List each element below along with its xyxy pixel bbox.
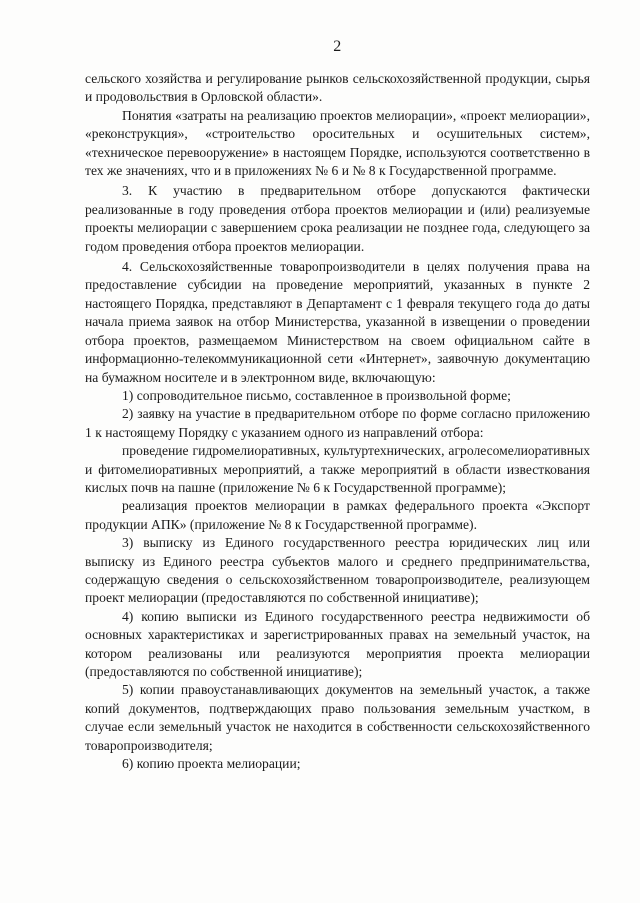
list-item-1: 1) сопроводительное письмо, составленное в произвольной форме; xyxy=(122,387,511,403)
paragraph-continuation: сельского хозяйства и регулирование рынков сельскохозяйственной продукции, сырья и продовольствия в Орловской области». xyxy=(85,71,590,105)
paragraph-concepts: Понятия «затраты на реализацию проектов мелиорации», «проект мелиорации», «реконструкция», «строительство оросительных и осушительных систем», «техническое перевооружение» в настоящем Порядке, используются соответственно в тех же значениях, что и в приложениях № 6 и № 8 к Государственной программе. xyxy=(85,107,590,179)
list-item-6: 6) копию проекта мелиорации; xyxy=(122,756,301,772)
list-item-4: 4) копию выписки из Единого государственного реестра недвижимости об основных характеристиках и зарегистрированных правах на земельный участок, на котором реализованы или реализуются мероприятия проекта мелиорации (предоставляются по собственной инициативе); xyxy=(85,608,590,679)
list-item-2: 2) заявку на участие в предварительном отборе по форме согласно приложению 1 к настоящему Порядку с указанием одного из направлений отбора: xyxy=(85,406,590,440)
direction-item-1: проведение гидромелиоративных, культуртехнических, агролесомелиоративных и фитомелиоративных мероприятий, а также мероприятий в области известкования кислых почв на пашне (приложение № 6 к Государственной программе); xyxy=(85,443,590,495)
page-number: 2 xyxy=(333,38,342,55)
document-body xyxy=(85,70,590,773)
list-item-3: 3) выписку из Единого государственного реестра юридических лиц или выписку из Единого реестра субъектов малого и среднего предпринимательства, содержащую сведения о сельскохозяйственном товаропроизводителе, реализующем проект мелиорации (предоставляются по собственной инициативе); xyxy=(85,535,590,606)
paragraph-clause-3: 3. К участию в предварительном отборе допускаются фактически реализованные в году проведения отбора проектов мелиорации и (или) реализуемые проекты мелиорации с завершением срока реализации не позднее года, следующего за годом проведения отбора проектов мелиорации. xyxy=(85,183,590,254)
paragraph-clause-4: 4. Сельскохозяйственные товаропроизводители в целях получения права на предоставление субсидии на проведение мероприятий, указанных в пункте 2 настоящего Порядка, представляют в Департамент с 1 февраля текущего года до даты начала приема заявок на отбор Министерства, указанной в извещении о проведении отбора проектов, размещаемом Министерством на своем официальном сайте в информационно-телекоммуникационной сети «Интернет», заявочную документацию на бумажном носителе и в электронном виде, включающую: xyxy=(85,259,590,385)
direction-item-2: реализация проектов мелиорации в рамках федерального проекта «Экспорт продукции АПК» (приложение № 8 к Государственной программе). xyxy=(85,498,590,532)
list-item-5: 5) копии правоустанавливающих документов на земельный участок, а также копий документов, подтверждающих право пользования земельным участком, в случае если земельный участок не находится в собственности сельскохозяйственного товаропроизводителя; xyxy=(85,682,590,753)
